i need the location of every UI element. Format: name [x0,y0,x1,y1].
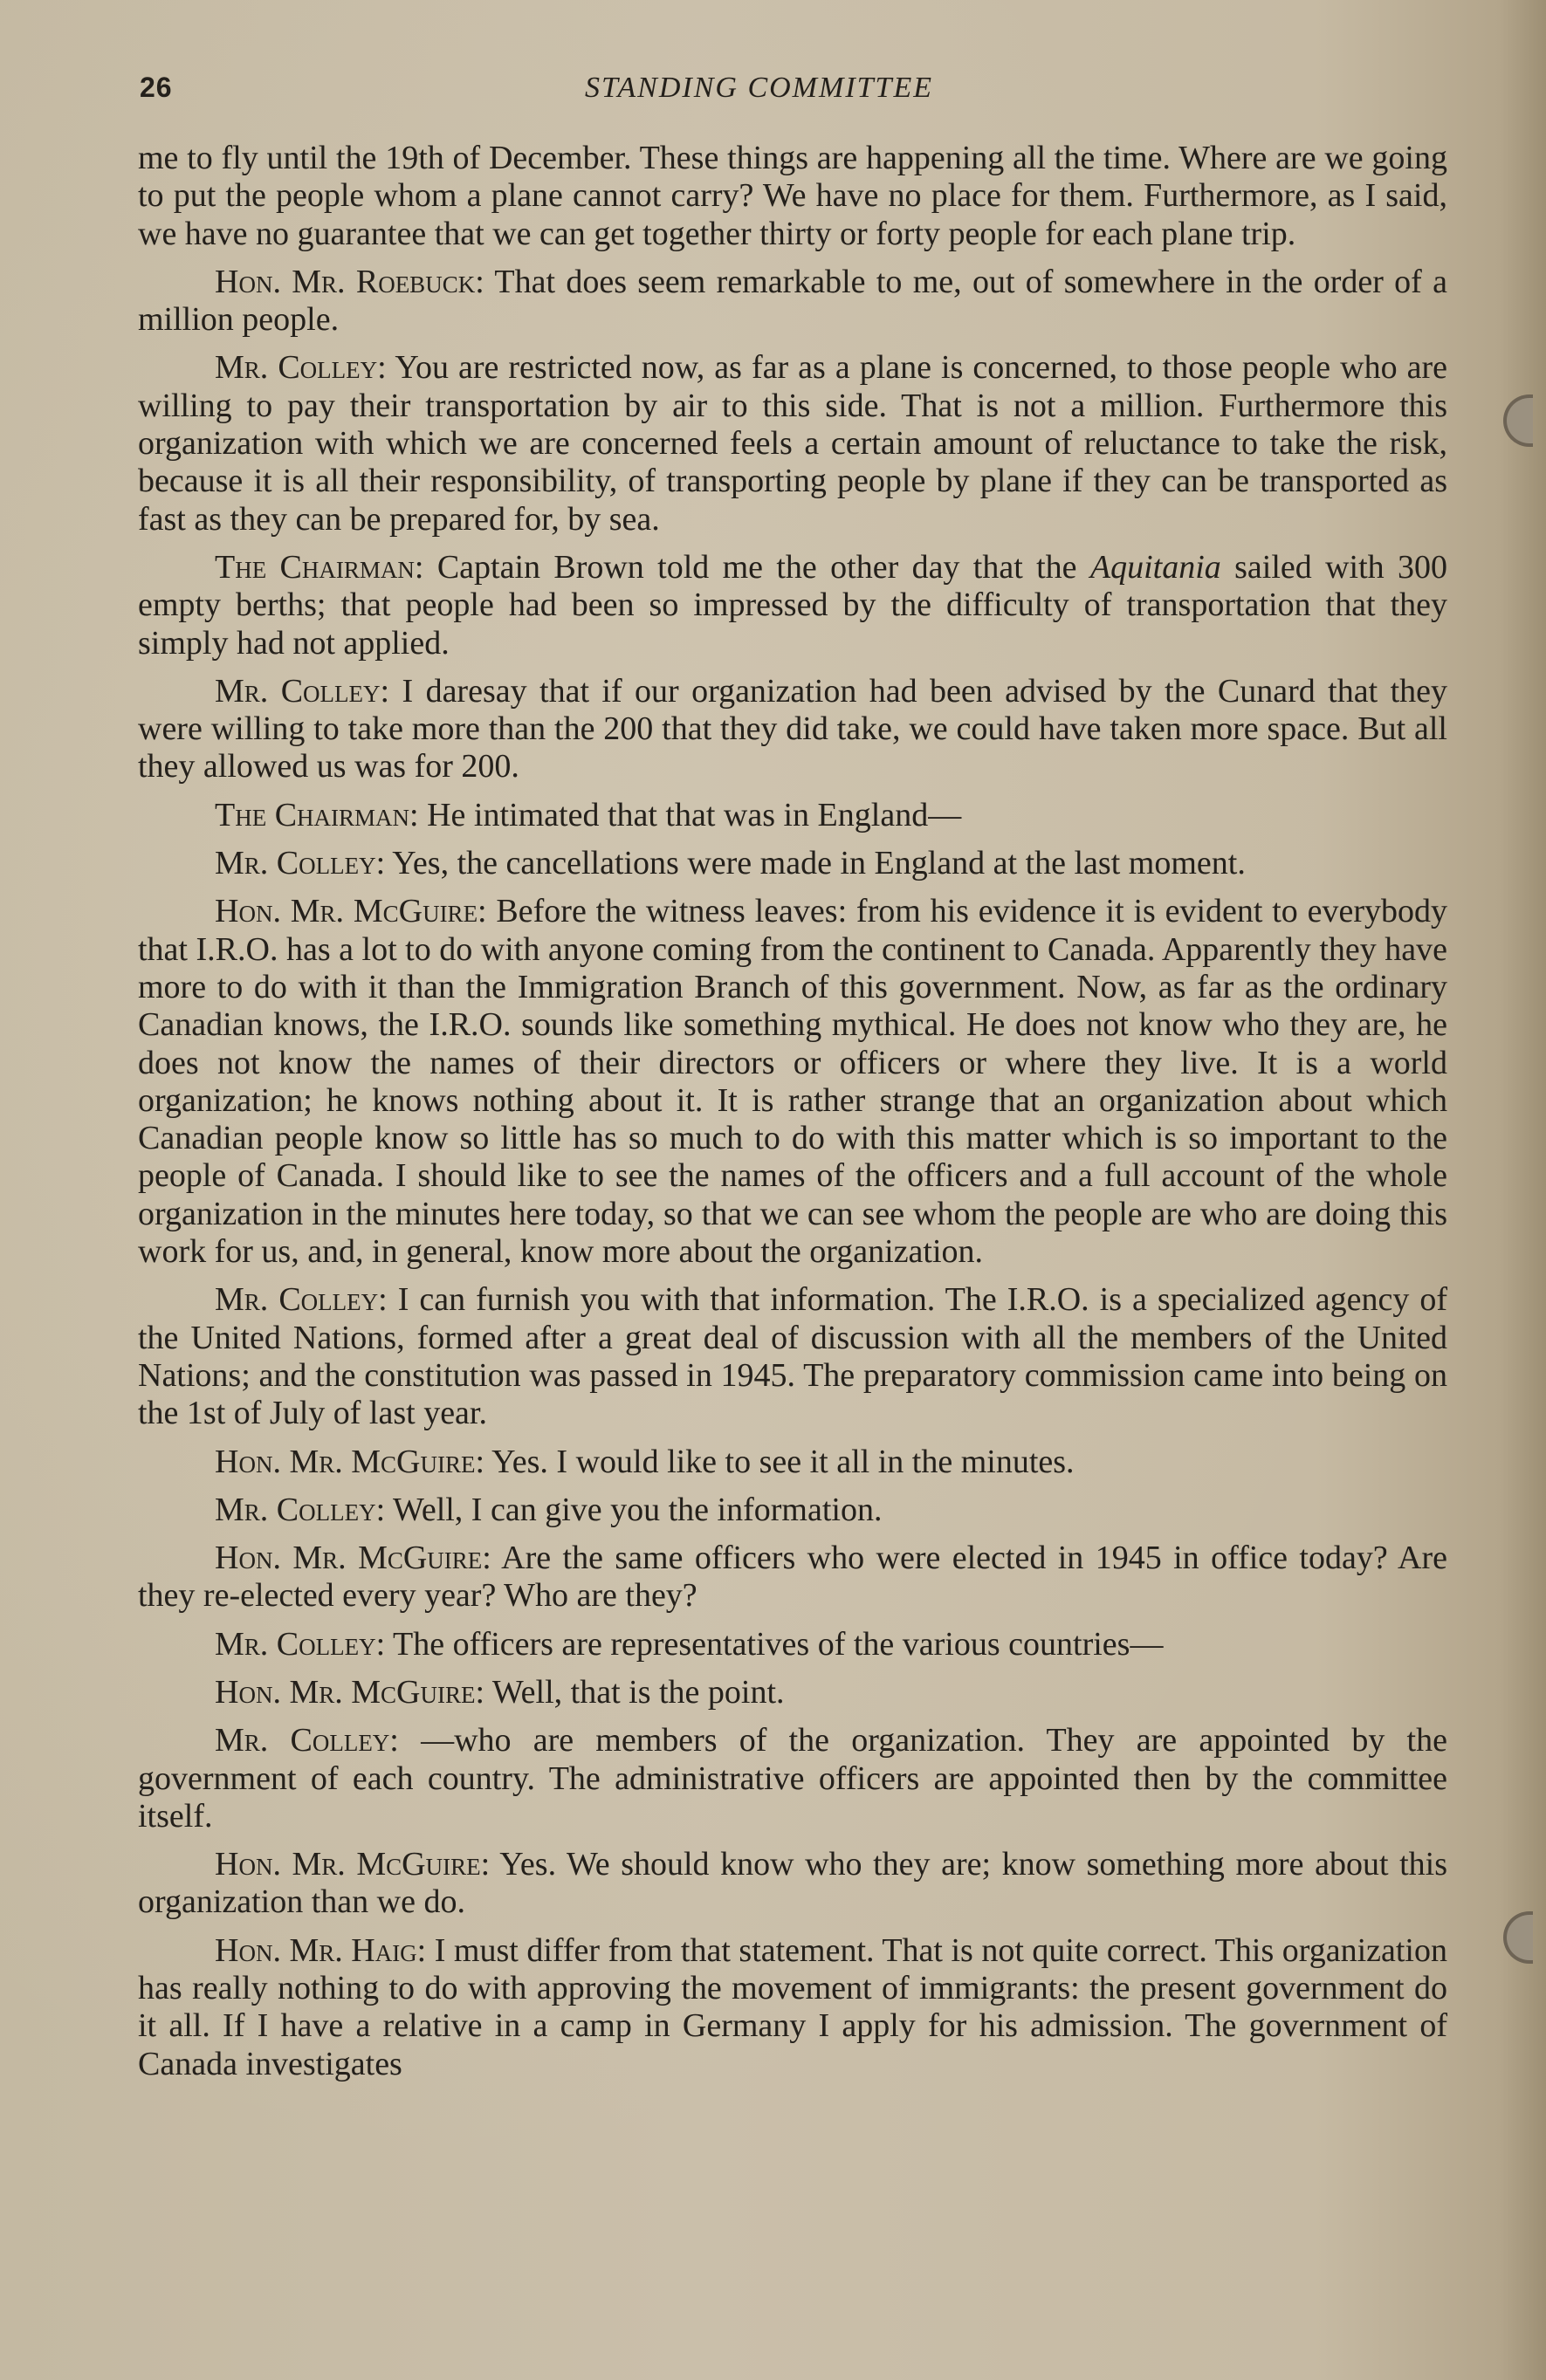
binding-hole-mark [1503,1911,1533,1964]
speaker-name: Hon. Mr. McGuire: [215,893,487,930]
speaker-name: Mr. Colley: [215,1722,399,1759]
paragraph-text: Well, that is the point. [484,1673,785,1711]
paragraph-text: sailed with 300 empty berths; that people had been so impressed by the difficulty of transportation that they simply had not applied. [138,548,1448,662]
paragraph-5 [138,673,1447,786]
speaker-name: The Chairman: [215,548,424,586]
paragraph-text: Yes. We should know who they are; know something more about this organization than we do. [138,1846,1447,1921]
paragraph-text: me to fly until the 19th of December. These things are happening all the time. Where are we going to put the people whom a plane cannot carry? We have no place for them. Furthermore, as I said, we have no guarantee that we can get together thirty or forty people for each plane trip. [138,140,1447,252]
speaker-name: Mr. Colley: [215,1625,386,1663]
body-text [138,140,1447,2094]
paragraph-13 [138,1626,1447,1663]
paragraph-15 [138,1722,1447,1835]
binding-hole-mark [1503,394,1533,447]
paragraph-9 [138,1281,1447,1432]
speaker-name: The Chairman: [215,796,419,833]
page-number: 26 [140,72,173,103]
paragraph-17 [138,1932,1447,2083]
paragraph-7 [138,845,1447,882]
paragraph-text: That does seem remarkable to me, out of somewhere in the order of a million people. [138,263,1447,339]
paragraph-text: You are restricted now, as far as a plane is concerned, to those people who are willing to pay their transportation by air to this side. That is not a million. Furthermore this organization with which we are concerned feels a certain amount of reluctance to take the risk, because it is all their responsibility, of transporting people by plane if they can be transported as fast as they can be prepared for, by sea. [138,349,1447,538]
paragraph-6 [138,797,1447,834]
running-head: STANDING COMMITTEE [585,72,933,104]
speaker-name: Mr. Colley: [215,1491,386,1528]
paragraph-2 [138,264,1447,340]
paragraph-text: The officers are representatives of the various countries— [385,1625,1164,1663]
speaker-name: Mr. Colley: [215,672,390,710]
paragraph-10 [138,1444,1447,1481]
paragraph-text: Before the witness leaves: from his evidence it is evident to everybody that I.R.O. has a lot to do with anyone coming from the continent to Canada. Apparently they have more to do with it than the Immigration Branch of this government. Now, as far as the ordinary Canadian knows, the I.R.O. sounds like something mythical. He does not know who they are, he does not know the names of their directors or officers or where they live. It is a world organization; he knows nothing about it. It is rather strange that an organization about which Canadian people know so little has so much to do with this matter which is so important to the people of Canada. I should like to see the names of the officers and a full account of the whole organization in the minutes here today, so that we can see whom the people are who are doing this work for us, and, in general, know more about the organization. [138,893,1447,1271]
paragraph-text: Captain Brown told me the other day that the [423,548,1090,586]
paragraph-text: —who are members of the organization. They are appointed by the government of each country. The administrative officers are appointed then by the committee itself. [138,1722,1447,1835]
paragraph-text: Yes. I would like to see it all in the minutes. [484,1443,1075,1480]
speaker-name: Hon. Mr. McGuire: [215,1673,485,1711]
paragraph-8 [138,893,1447,1271]
page-header [140,72,1449,110]
paragraph-16 [138,1846,1447,1922]
speaker-name: Mr. Colley: [215,845,386,882]
paragraph-4 [138,549,1447,662]
paragraph-text: I daresay that if our organization had been advised by the Cunard that they were willing to take more than the 200 that they did take, we could have taken more space. But all they allowed us was for 200. [138,672,1447,785]
speaker-name: Hon. Mr. McGuire: [215,1540,491,1577]
paragraph-1 [138,140,1447,253]
paragraph-text: I can furnish you with that information. The I.R.O. is a specialized agency of the United Nations, formed after a great deal of discussion with all the members of the United Nations; and the constitution was passed in 1945. The preparatory commission came into being on the 1st of July of last year. [138,1281,1447,1432]
speaker-name: Hon. Mr. McGuire: [215,1846,491,1883]
paragraph-12 [138,1540,1447,1615]
speaker-name: Hon. Mr. Roebuck: [215,263,484,300]
paragraph-text: Are the same officers who were elected in 1945 in office today? Are they re-elected every year? Who are they? [138,1540,1447,1615]
ship-name: Aquitania [1089,548,1221,586]
paragraph-text: Yes, the cancellations were made in England at the last moment. [385,845,1246,882]
paragraph-text: I must differ from that statement. That is not quite correct. This organization has really nothing to do with approving the movement of immigrants: the present government do it all. If I have a relative in a camp in Germany I apply for his admission. The government of Canada investigates [138,1931,1447,2082]
paragraph-text: Well, I can give you the information. [385,1491,883,1528]
speaker-name: Hon. Mr. Haig: [215,1931,427,1969]
paragraph-3 [138,349,1447,538]
speaker-name: Mr. Colley: [215,349,387,387]
speaker-name: Hon. Mr. McGuire: [215,1443,485,1480]
paragraph-text: He intimated that that was in England— [418,796,962,833]
speaker-name: Mr. Colley: [215,1281,388,1319]
paragraph-14 [138,1674,1447,1711]
paragraph-11 [138,1492,1447,1529]
